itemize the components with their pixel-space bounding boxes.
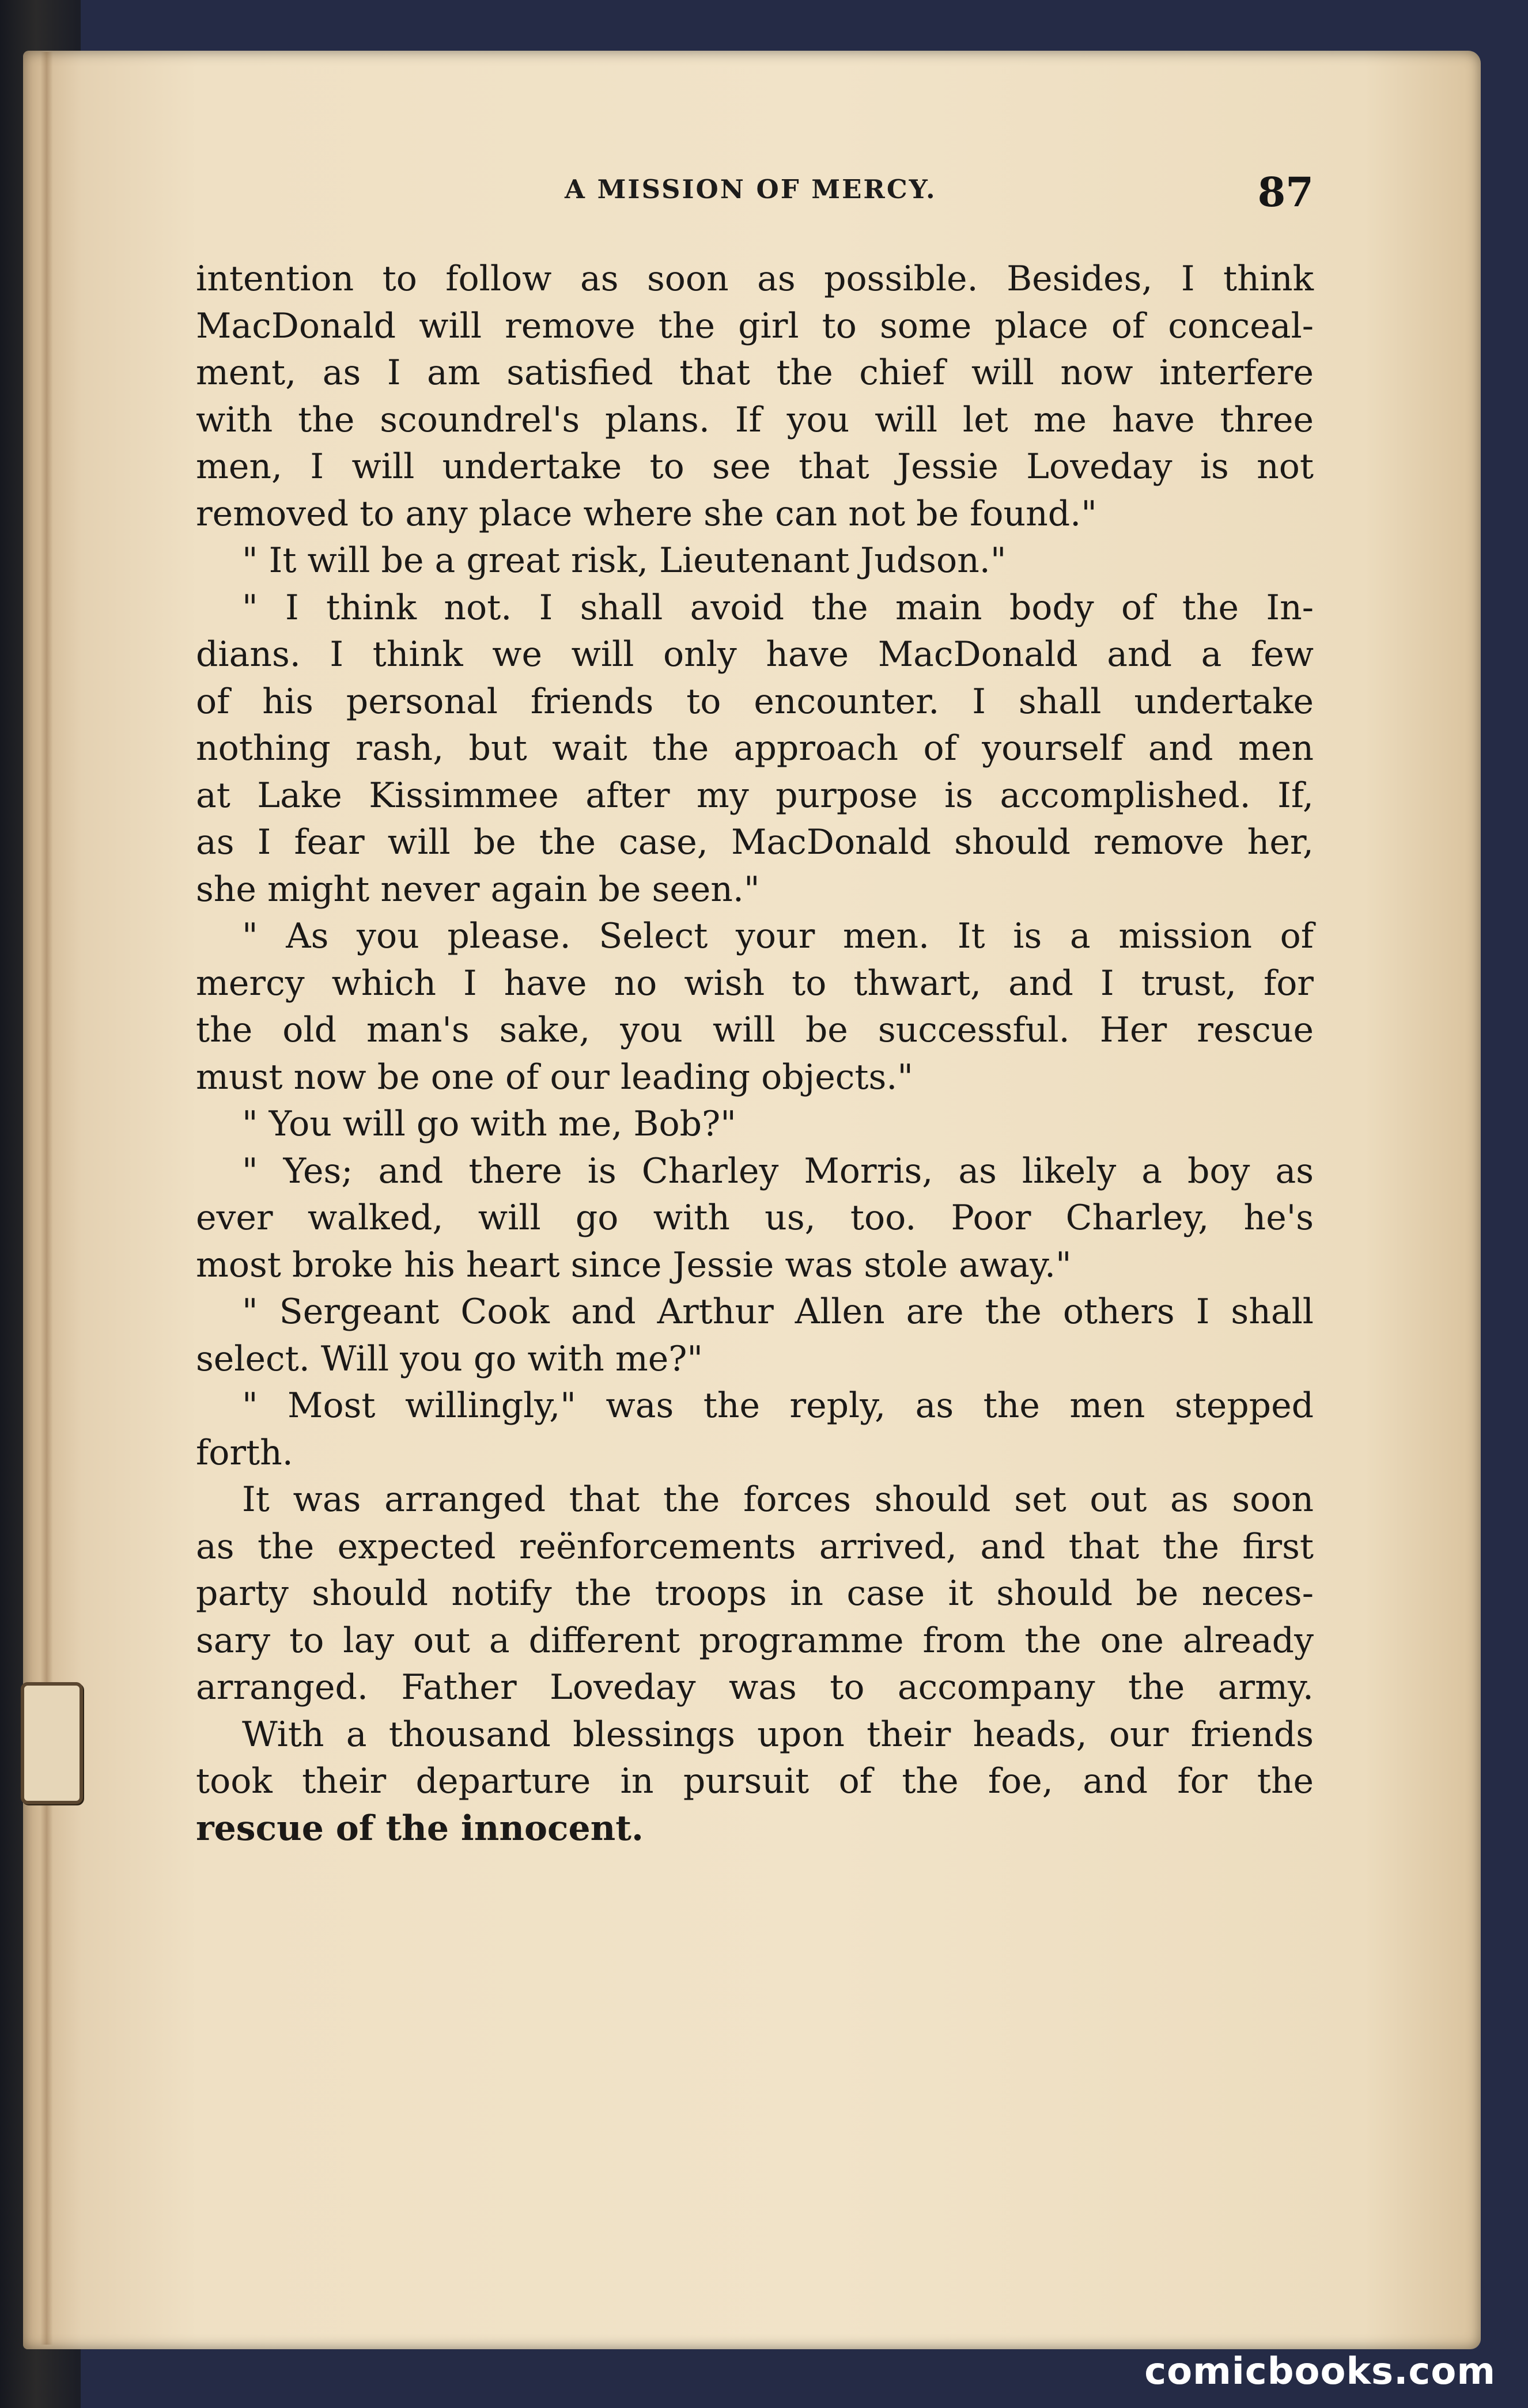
text-line: dians. I think we will only have MacDonald and a few bbox=[196, 634, 1314, 675]
page-gutter-shadow bbox=[40, 52, 53, 2345]
text-line: " It will be a great risk, Lieutenant Judson." bbox=[242, 540, 1007, 581]
text-line: arranged. Father Loveday was to accompany the army. bbox=[196, 1667, 1314, 1707]
text-line: rescue of the innocent. bbox=[196, 1808, 644, 1849]
show-through-text bbox=[196, 1970, 1314, 2281]
text-line: must now be one of our leading objects." bbox=[196, 1057, 913, 1097]
text-line: removed to any place where she can not be found." bbox=[196, 493, 1097, 534]
text-line: ment, as I am satisfied that the chief will now interfere bbox=[196, 353, 1314, 393]
text-line: she might never again be seen." bbox=[196, 869, 760, 910]
text-line: " Sergeant Cook and Arthur Allen are the others I shall bbox=[242, 1292, 1314, 1332]
text-line: ever walked, will go with us, too. Poor Charley, he's bbox=[196, 1198, 1314, 1238]
text-line: With a thousand blessings upon their heads, our friends bbox=[242, 1714, 1314, 1755]
body-text bbox=[196, 256, 1314, 1852]
text-line: at Lake Kissimmee after my purpose is accomplished. If, bbox=[196, 775, 1314, 816]
text-line: " As you please. Select your men. It is a mission of bbox=[242, 916, 1314, 956]
page-number: 87 bbox=[1257, 168, 1314, 216]
text-line: " Most willingly," was the reply, as the men stepped bbox=[242, 1385, 1314, 1426]
text-line: " You will go with me, Bob?" bbox=[242, 1104, 736, 1144]
watermark: comicbooks.com bbox=[1144, 2350, 1496, 2393]
text-line: the old man's sake, you will be successful. Her rescue bbox=[196, 1010, 1314, 1050]
text-line: of his personal friends to encounter. I shall undertake bbox=[196, 681, 1314, 722]
text-line: MacDonald will remove the girl to some place of conceal- bbox=[196, 305, 1314, 346]
text-line: It was arranged that the forces should set out as soon bbox=[242, 1479, 1314, 1520]
text-line: party should notify the troops in case it should be neces- bbox=[196, 1573, 1314, 1614]
text-line: " Yes; and there is Charley Morris, as likely a boy as bbox=[242, 1150, 1314, 1191]
text-line: sary to lay out a different programme from the one already bbox=[196, 1620, 1314, 1661]
binding-tape-mark bbox=[21, 1682, 83, 1804]
text-line: select. Will you go with me?" bbox=[196, 1338, 703, 1379]
text-line: with the scoundrel's plans. If you will let me have three bbox=[196, 399, 1314, 440]
text-line: as I fear will be the case, MacDonald should remove her, bbox=[196, 822, 1314, 862]
text-line: nothing rash, but wait the approach of yourself and men bbox=[196, 728, 1314, 768]
text-line: took their departure in pursuit of the foe, and for the bbox=[196, 1761, 1314, 1801]
text-line: mercy which I have no wish to thwart, and I trust, for bbox=[196, 963, 1314, 1004]
text-line: men, I will undertake to see that Jessie Loveday is not bbox=[196, 446, 1314, 487]
running-title: A MISSION OF MERCY. bbox=[565, 174, 937, 205]
text-line: forth. bbox=[196, 1432, 293, 1473]
text-line: most broke his heart since Jessie was stole away." bbox=[196, 1244, 1072, 1285]
running-head bbox=[196, 168, 1342, 220]
text-line: as the expected reënforcements arrived, and that the first bbox=[196, 1526, 1314, 1567]
text-line: " I think not. I shall avoid the main body of the In- bbox=[242, 587, 1314, 628]
text-line: intention to follow as soon as possible. Besides, I think bbox=[196, 259, 1314, 299]
